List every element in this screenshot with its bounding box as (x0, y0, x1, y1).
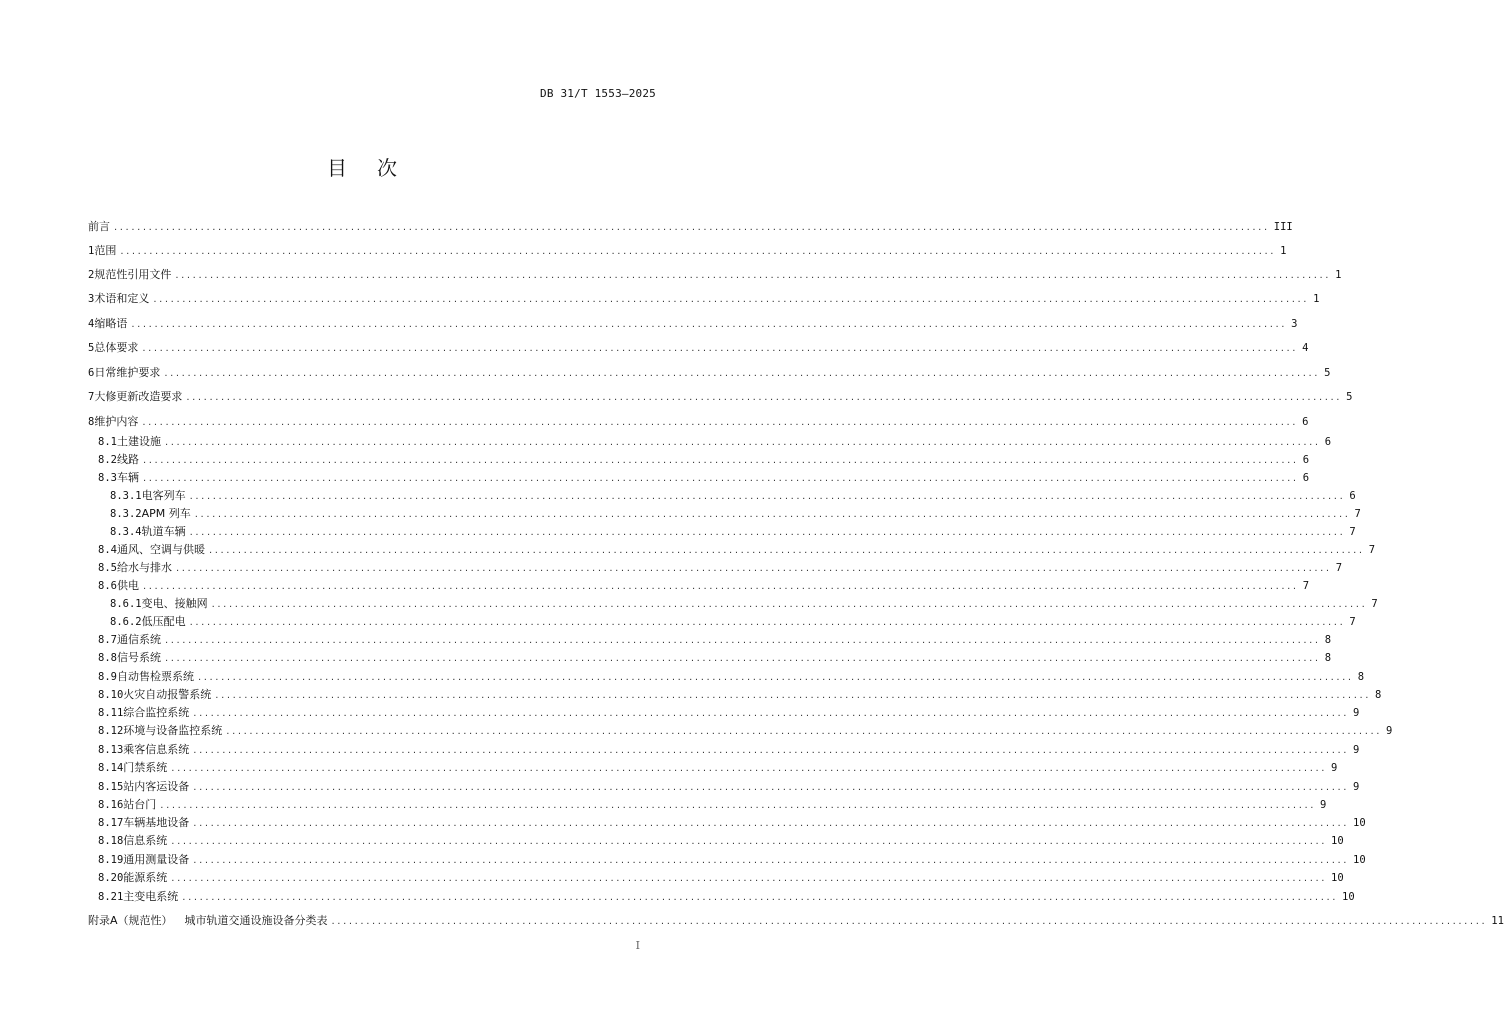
toc-entry-page: 9 (1353, 707, 1360, 719)
toc-leader-dots: ........................................................................................................................................................................................................ (131, 319, 1288, 330)
toc-entry-page: 6 (1302, 416, 1309, 428)
toc-entry-page: 9 (1331, 762, 1338, 774)
toc-entry-number: 8 (88, 416, 95, 428)
toc-leader-dots: ........................................................................................................................................................................................................ (226, 726, 1383, 737)
toc-leader-dots: ........................................................................................................................................................................................................ (142, 581, 1299, 592)
toc-entry-label: 维护内容 (94, 415, 139, 428)
toc-entry-label: 供电 (116, 579, 139, 592)
toc-entry-label: 通用测量设备 (123, 853, 190, 866)
toc-entry-page: 8 (1357, 671, 1365, 683)
toc-leader-dots: ........................................................................................................................................................................................................ (175, 270, 1332, 281)
toc-entry-label: 车辆基地设备 (123, 816, 190, 829)
toc-entry-number: 8.2 (98, 454, 117, 466)
toc-entry-page: 1 (1313, 293, 1320, 305)
toc-entry-label: 主变电系统 (123, 890, 179, 903)
toc-leader-dots: ........................................................................................................................................................................................................ (193, 818, 1350, 829)
toc-entry-number: 3 (88, 293, 95, 305)
toc-entry-label: 乘客信息系统 (123, 743, 190, 756)
toc-entry-label: 线路 (116, 453, 139, 466)
toc-entry-page: 7 (1335, 562, 1343, 574)
toc-entry[interactable] (88, 869, 1344, 887)
toc-entry-number: 8.7 (98, 634, 117, 646)
toc-entry[interactable] (88, 832, 1344, 850)
toc-entry-page: 7 (1349, 616, 1356, 628)
toc-entry-number: 4 (88, 318, 95, 330)
toc-entry[interactable] (88, 266, 1342, 284)
toc-entry-number: 8.16 (98, 799, 124, 811)
toc-leader-dots: ........................................................................................................................................................................................................ (331, 916, 1488, 927)
toc-entry-page: 6 (1302, 472, 1310, 484)
toc-entry-page: 10 (1331, 872, 1344, 884)
toc-entry-page: 7 (1349, 526, 1356, 538)
toc-entry[interactable] (88, 315, 1298, 333)
toc-entry[interactable] (88, 469, 1310, 487)
toc-entry-label: 规范性引用文件 (94, 268, 172, 281)
toc-entry-number: 8.5 (98, 562, 117, 574)
toc-entry-page: 10 (1331, 835, 1344, 847)
toc-entry-label: APM 列车 (141, 507, 191, 520)
toc-entry-number: 8.6 (98, 580, 117, 592)
toc-entry-label: 站内客运设备 (123, 780, 190, 793)
toc-entry-page: 9 (1353, 781, 1360, 793)
toc-entry[interactable] (88, 759, 1338, 777)
toc-leader-dots: ........................................................................................................................................................................................................ (142, 455, 1299, 466)
toc-entry-page: 7 (1371, 598, 1378, 610)
toc-entry-number: 2 (88, 269, 95, 281)
toc-entry-page: 4 (1302, 342, 1309, 354)
toc-entry-number: 8.11 (98, 707, 124, 719)
toc-entry[interactable] (88, 851, 1366, 869)
toc-entry-page: 6 (1302, 454, 1310, 466)
toc-leader-dots: ........................................................................................................................................................................................................ (114, 222, 1270, 233)
toc-leader-dots: ........................................................................................................................................................................................................ (189, 491, 1346, 502)
page-title: 目次 (327, 156, 427, 180)
toc-entry[interactable] (88, 433, 1332, 451)
toc-entry-page: 7 (1368, 544, 1376, 556)
toc-entry-number: 8.8 (98, 652, 117, 664)
toc-leader-dots: ........................................................................................................................................................................................................ (164, 437, 1321, 448)
toc-leader-dots: ........................................................................................................................................................................................................ (153, 294, 1310, 305)
toc-entry-number: 8.10 (98, 689, 124, 701)
toc-entry-label: 电客列车 (141, 489, 186, 502)
toc-entry[interactable] (88, 595, 1378, 613)
toc-entry-label: 通信系统 (116, 633, 161, 646)
toc-entry-page: 5 (1324, 367, 1331, 379)
toc-entry-page: 7 (1302, 580, 1310, 592)
toc-entry-page: 8 (1324, 652, 1332, 664)
toc-leader-dots: ........................................................................................................................................................................................................ (208, 545, 1365, 556)
toc-entry-page: 10 (1353, 817, 1366, 829)
toc-entry[interactable] (88, 487, 1356, 505)
toc-entry-page: III (1273, 221, 1293, 233)
toc-entry-label: 范围 (94, 244, 117, 257)
toc-entry-page: 6 (1349, 490, 1356, 502)
toc-entry-label: 信息系统 (123, 834, 168, 847)
toc-leader-dots: ........................................................................................................................................................................................................ (193, 745, 1350, 756)
toc-entry-page: 1 (1335, 269, 1342, 281)
toc-entry-page: 10 (1342, 891, 1355, 903)
toc-entry-page: 11 (1491, 915, 1504, 927)
toc-entry-number: 5 (88, 342, 95, 354)
toc-entry-label: 术语和定义 (94, 292, 150, 305)
toc-entry[interactable] (88, 613, 1356, 631)
toc-entry[interactable] (88, 631, 1332, 649)
toc-entry-number: 6 (88, 367, 95, 379)
toc-entry-label: 变电、接触网 (141, 597, 208, 610)
toc-leader-dots: ........................................................................................................................................................................................................ (197, 672, 1354, 683)
toc-entry-number: 8.20 (98, 872, 124, 884)
toc-leader-dots: ........................................................................................................................................................................................................ (164, 368, 1321, 379)
toc-entry-label: 城市轨道交通设施设备分类表 (184, 914, 328, 927)
toc-entry-number: 8.6.2 (110, 616, 142, 628)
toc-entry[interactable] (88, 704, 1360, 722)
toc-leader-dots: ........................................................................................................................................................................................................ (142, 343, 1299, 354)
toc-entry-page: 9 (1386, 725, 1393, 737)
toc-entry-page: 3 (1291, 318, 1298, 330)
toc-entry[interactable] (88, 559, 1343, 577)
toc-leader-dots: ........................................................................................................................................................................................................ (142, 417, 1299, 428)
toc-entry[interactable] (88, 451, 1310, 469)
toc-entry[interactable] (88, 814, 1366, 832)
toc-entry-label: 轨道车辆 (141, 525, 186, 538)
toc-leader-dots: ........................................................................................................................................................................................................ (171, 873, 1328, 884)
toc-leader-dots: ........................................................................................................................................................................................................ (189, 617, 1346, 628)
toc-entry-number: 8.18 (98, 835, 124, 847)
toc-leader-dots: ........................................................................................................................................................................................................ (193, 708, 1350, 719)
toc-entry-number: 8.13 (98, 744, 124, 756)
toc-entry-label: 通风、空调与供暖 (116, 543, 205, 556)
toc-entry-number: 8.12 (98, 725, 124, 737)
toc-entry-number: 8.3.1 (110, 490, 142, 502)
toc-entry-page: 7 (1354, 508, 1361, 520)
toc-entry[interactable] (88, 796, 1327, 814)
toc-leader-dots: ........................................................................................................................................................................................................ (120, 246, 1277, 257)
toc-leader-dots: ........................................................................................................................................................................................................ (211, 599, 1368, 610)
toc-leader-dots: ........................................................................................................................................................................................................ (160, 800, 1317, 811)
toc-leader-dots: ........................................................................................................................................................................................................ (171, 836, 1328, 847)
toc-entry[interactable] (88, 339, 1309, 357)
toc-entry-number: 8.1 (98, 436, 117, 448)
toc-entry-label: 信号系统 (116, 651, 161, 664)
toc-leader-dots: ........................................................................................................................................................................................................ (164, 653, 1321, 664)
toc-entry[interactable] (88, 388, 1353, 406)
toc-entry-number: 8.14 (98, 762, 124, 774)
toc-entry-page: 9 (1320, 799, 1327, 811)
toc-entry[interactable] (88, 778, 1360, 796)
toc-leader-dots: ........................................................................................................................................................................................................ (189, 527, 1346, 538)
toc-entry-label: 环境与设备监控系统 (123, 724, 223, 737)
toc-entry[interactable] (88, 218, 1293, 236)
toc-leader-dots: ........................................................................................................................................................................................................ (193, 782, 1350, 793)
toc-entry[interactable] (88, 722, 1393, 740)
toc-entry-label: 能源系统 (123, 871, 168, 884)
toc-entry-page: 8 (1375, 689, 1382, 701)
toc-entry-page: 8 (1324, 634, 1332, 646)
toc-entry-number: 8.21 (98, 891, 124, 903)
toc-entry-number: 附录A（规范性） (88, 914, 173, 927)
toc-entry-label: 自动售检票系统 (116, 670, 194, 683)
toc-entry-page: 6 (1324, 436, 1332, 448)
toc-entry[interactable] (88, 290, 1320, 308)
toc-entry[interactable] (88, 541, 1376, 559)
toc-entry[interactable] (88, 523, 1356, 541)
toc-entry-label: 给水与排水 (116, 561, 172, 574)
toc-entry-label: 总体要求 (94, 341, 139, 354)
toc-entry-label: 门禁系统 (123, 761, 168, 774)
toc-entry[interactable] (88, 577, 1310, 595)
toc-leader-dots: ........................................................................................................................................................................................................ (182, 892, 1339, 903)
toc-entry-label: 综合监控系统 (123, 706, 190, 719)
footer-page-number: I (635, 939, 640, 952)
toc-entry-number: 8.4 (98, 544, 117, 556)
toc-entry-number: 8.9 (98, 671, 117, 683)
toc-entry[interactable] (88, 888, 1355, 906)
toc-entry-number: 7 (88, 391, 95, 403)
toc-entry[interactable] (88, 505, 1361, 523)
document-code: DB 31/T 1553—2025 (540, 87, 656, 100)
toc-entry[interactable] (88, 413, 1309, 431)
toc-entry-number: 8.3 (98, 472, 117, 484)
toc-entry-number: 1 (88, 245, 95, 257)
toc-leader-dots: ........................................................................................................................................................................................................ (142, 473, 1299, 484)
toc-entry-label: 站台门 (123, 798, 157, 811)
toc-entry-label: 低压配电 (141, 615, 186, 628)
toc-entry-label: 土建设施 (116, 435, 161, 448)
toc-entry-number: 8.17 (98, 817, 124, 829)
toc-entry-label: 前言 (88, 220, 110, 233)
toc-entry[interactable] (88, 686, 1382, 704)
toc-leader-dots: ........................................................................................................................................................................................................ (175, 563, 1332, 574)
toc-entry[interactable] (88, 649, 1332, 667)
toc-entry[interactable] (88, 912, 1504, 930)
toc-entry-label: 缩略语 (94, 317, 128, 330)
toc-leader-dots: ........................................................................................................................................................................................................ (194, 509, 1351, 520)
toc-entry-page: 9 (1353, 744, 1360, 756)
toc-entry-label: 车辆 (116, 471, 139, 484)
toc-entry-number: 8.3.4 (110, 526, 142, 538)
toc-entry-number: 8.15 (98, 781, 124, 793)
toc-leader-dots: ........................................................................................................................................................................................................ (215, 690, 1372, 701)
toc-leader-dots: ........................................................................................................................................................................................................ (171, 763, 1328, 774)
toc-leader-dots: ........................................................................................................................................................................................................ (164, 635, 1321, 646)
toc-leader-dots: ........................................................................................................................................................................................................ (193, 855, 1350, 866)
toc-entry[interactable] (88, 242, 1287, 260)
toc-entry[interactable] (88, 741, 1360, 759)
toc-entry-number: 8.19 (98, 854, 124, 866)
toc-entry-number: 8.3.2 (110, 508, 142, 520)
toc-entry-page: 5 (1346, 391, 1353, 403)
toc-entry[interactable] (88, 364, 1331, 382)
toc-entry-page: 1 (1280, 245, 1287, 257)
toc-entry-label: 大修更新改造要求 (94, 390, 183, 403)
toc-entry-label: 火灾自动报警系统 (123, 688, 212, 701)
toc-leader-dots: ........................................................................................................................................................................................................ (186, 392, 1343, 403)
toc-entry-number: 8.6.1 (110, 598, 142, 610)
toc-entry[interactable] (88, 668, 1365, 686)
toc-entry-page: 10 (1353, 854, 1366, 866)
toc-entry-label: 日常维护要求 (94, 366, 161, 379)
